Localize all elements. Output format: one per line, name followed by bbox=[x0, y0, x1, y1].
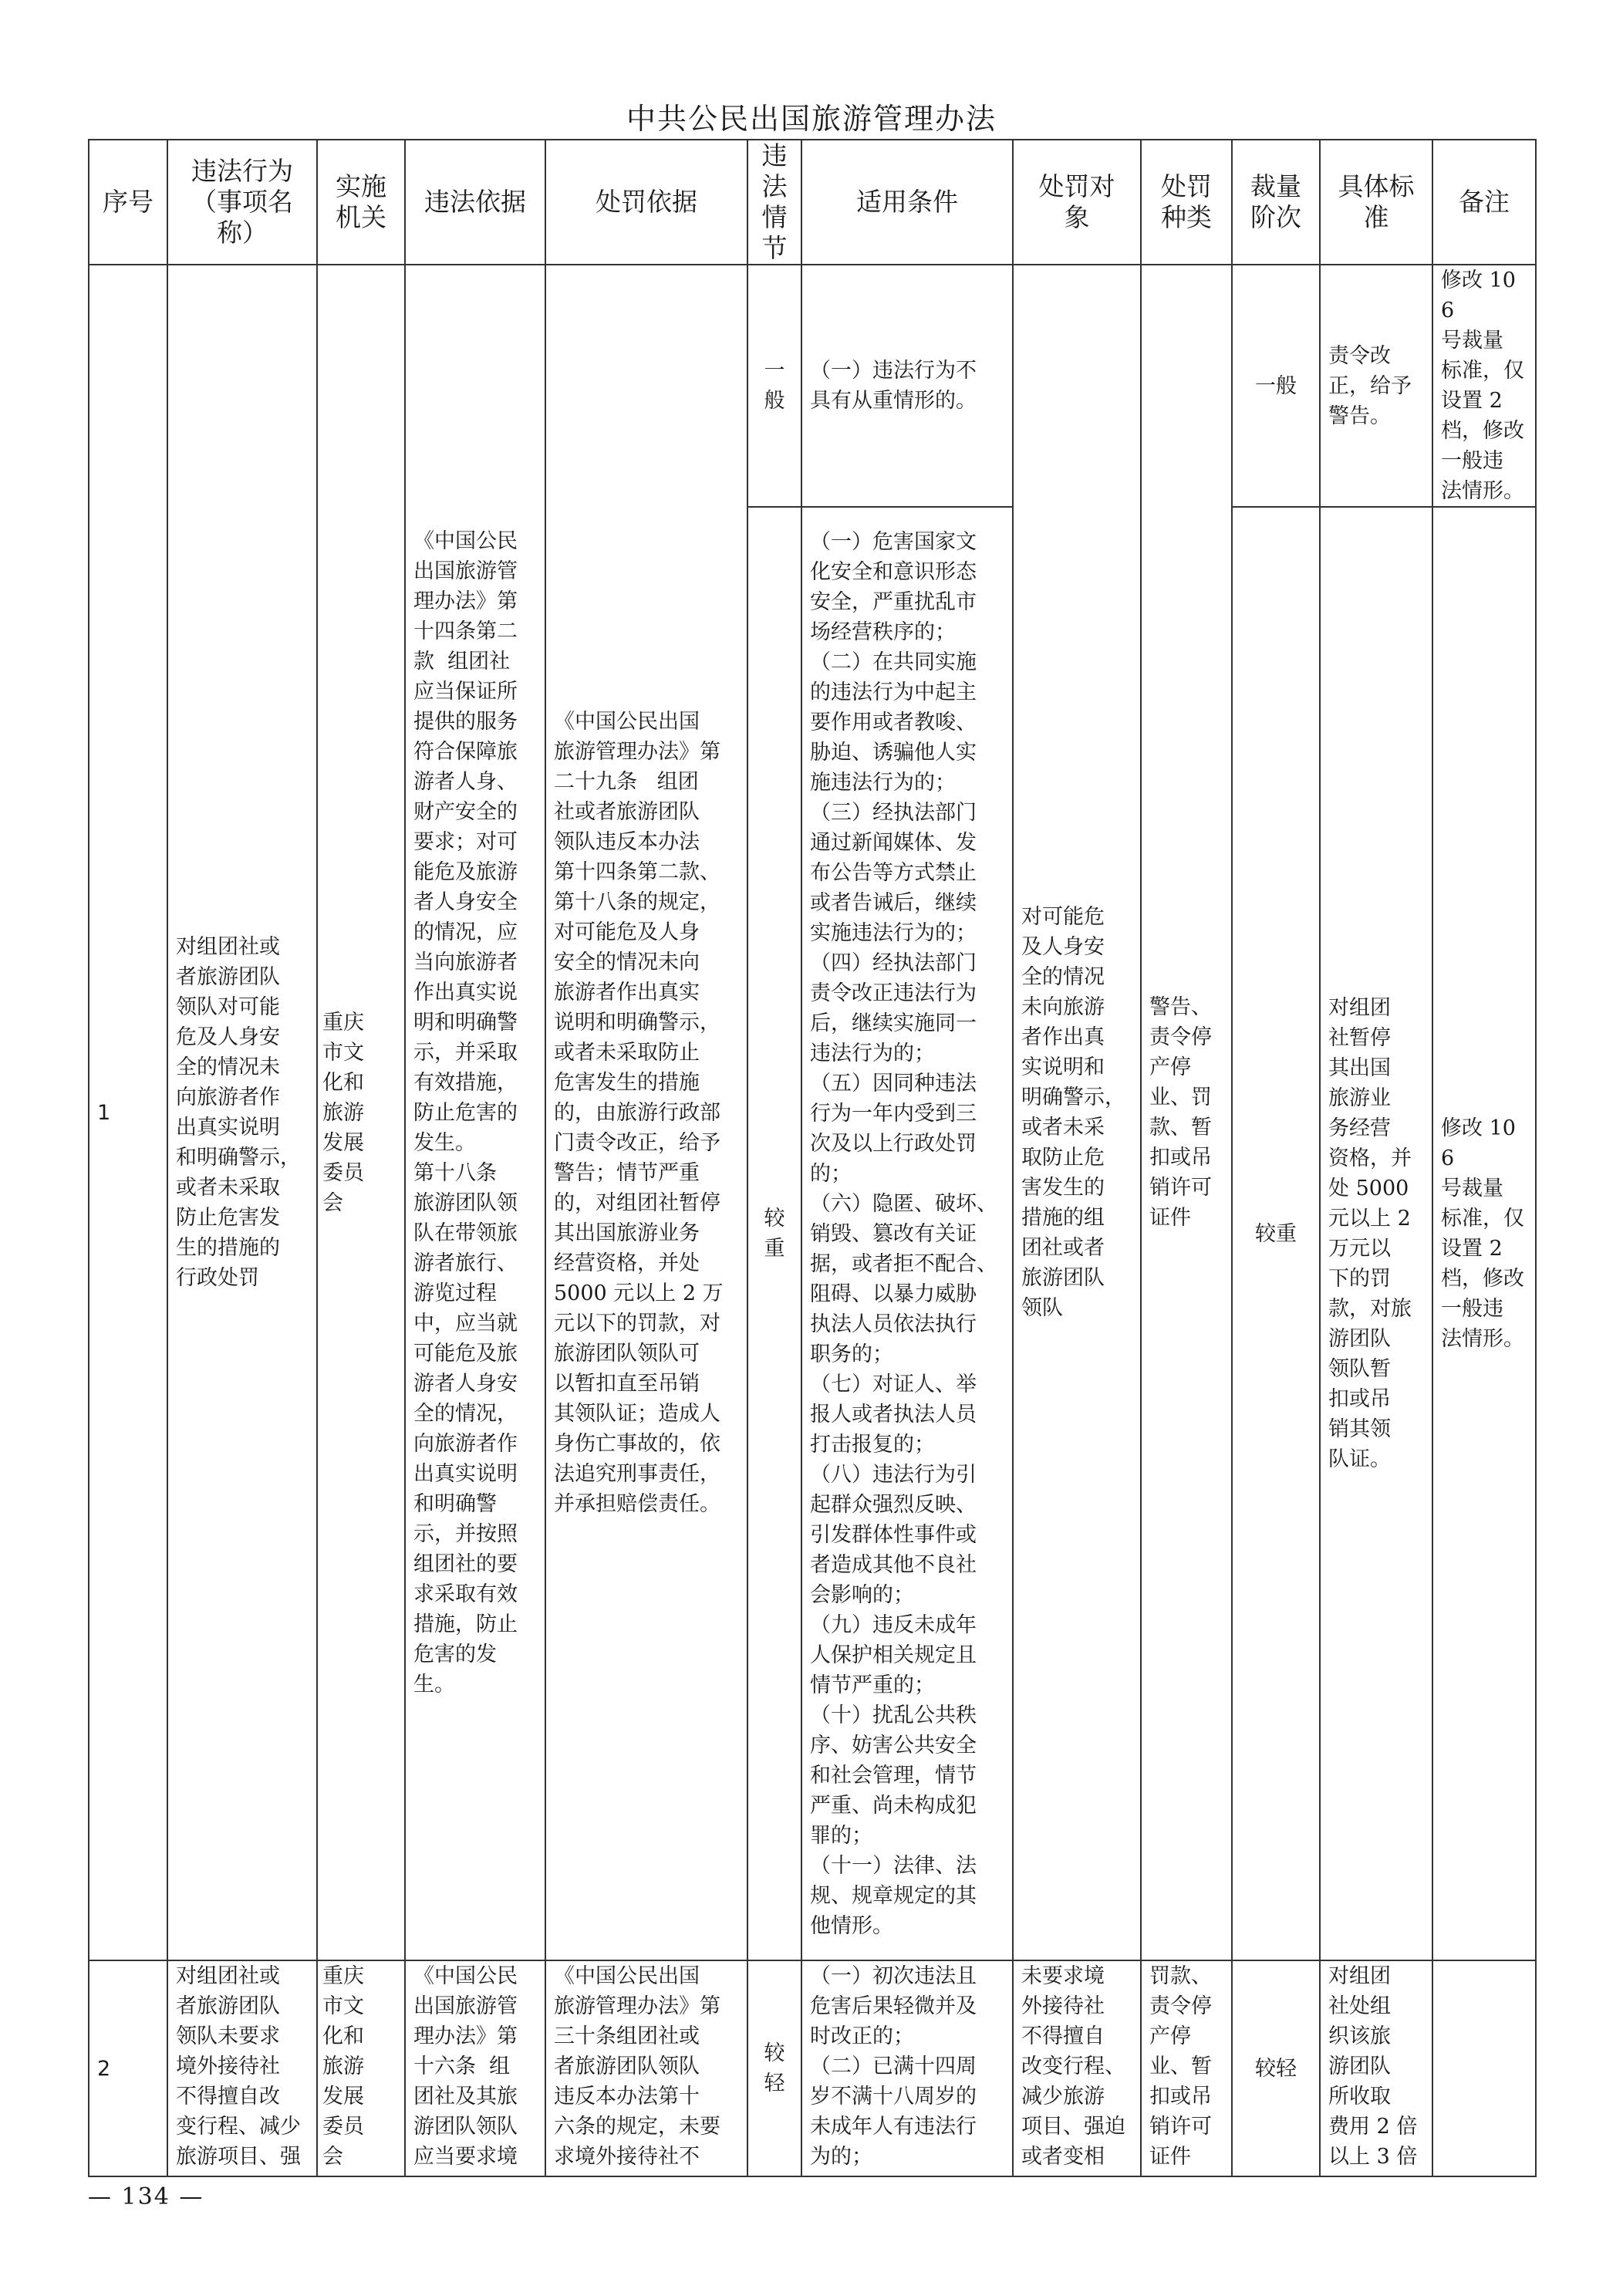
row1-penalty-target: 对可能危 及人身安 全的情况 未向旅游 者作出真 实说明和 明确警示， 或者未采 取防止危 害发生的 措施的组 团社或者 旅游团队 领队 bbox=[1013, 265, 1141, 1960]
row1-serious-conditions: （一）危害国家文 化安全和意识形态 安全，严重扰乱市 场经营秩序的； （二）在共同实施 的违法行为中起主 要作用或者教唆、 胁迫、诱骗他人实 施违法行为的； （三）经执法部门 通过新闻媒体、发 布公告等方式禁止 或者告诫后，继续 实施违法行为的； （四）经执法部门 责令改正违法行为 后，继续实施同一 违法行为的； （五）因同种违法 行为一年内受到三 次及以上行政处罚 的； （六）隐匿、破坏、 销毁、篡改有关证 据，或者拒不配合、 阻碍、以暴力威胁 执法人员依法执行 职务的； （七）对证人、举 报人或者执法人员 打击报复的； （八）违法行为引 起群众强烈反映、 引发群体性事件或 者造成其他不良社 会影响的； （九）违反未成年 人保护相关规定且 情节严重的； （十）扰乱公共秩 序、妨害公共安全 和社会管理，情节 严重、尚未构成犯 罪的； （十一）法律、法 规、规章规定的其 他情形。 bbox=[801, 507, 1013, 1960]
row2-violation-behavior: 对组团社或 者旅游团队 领队未要求 境外接待社 不得擅自改 变行程、减少 旅游项目、强 bbox=[167, 1960, 317, 2176]
row2-agency: 重庆 市文 化和 旅游 发展 委员 会 bbox=[317, 1960, 405, 2176]
row2-conditions: （一）初次违法且 危害后果轻微并及 时改正的； （二）已满十四周 岁不满十八周岁的 未成年人有违法行 为的； bbox=[801, 1960, 1013, 2176]
row1-agency: 重庆 市文 化和 旅游 发展 委员 会 bbox=[317, 265, 405, 1960]
header-remark: 备注 bbox=[1432, 140, 1536, 265]
row2-penalty-target: 未要求境 外接待社 不得擅自 改变行程、 减少旅游 项目、强迫 或者变相 bbox=[1013, 1960, 1141, 2176]
row1-general-standard: 责令改 正，给予 警告。 bbox=[1320, 265, 1432, 507]
row1-serious-level: 较重 bbox=[1232, 507, 1320, 1960]
row1-violation-basis: 《中国公民 出国旅游管 理办法》第 十四条第二 款 组团社 应当保证所 提供的服务 符合保障旅 游者人身、 财产安全的 要求；对可 能危及旅游 者人身安全 的情况，应 当向旅游者 作出真实说 明和明确警 示，并采取 有效措施， 防止危害的 发生。 第十八条 旅游团队领 队在带领旅 游者旅行、 游览过程 中，应当就 可能危及旅 游者人身安 全的情况， 向旅游者作 出真实说明 和明确警 示，并按照 组团社的要 求采取有效 措施，防止 危害的发 生。 bbox=[405, 265, 545, 1960]
row1-penalty-type: 警告、 责令停 产停 业、罚 款、暂 扣或吊 销许可 证件 bbox=[1141, 265, 1232, 1960]
regulation-table bbox=[88, 139, 1537, 2177]
header-specific-standard: 具体标 准 bbox=[1320, 140, 1432, 265]
row2-serial-number: 2 bbox=[89, 1960, 167, 2176]
row2-specific-standard: 对组团 社处组 织该旅 游团队 所收取 费用 2 倍 以上 3 倍 bbox=[1320, 1960, 1432, 2176]
row2-violation-basis: 《中国公民 出国旅游管 理办法》第 十六条 组 团社及其旅 游团队领队 应当要求境 bbox=[405, 1960, 545, 2176]
row1-serial-number: 1 bbox=[89, 265, 167, 1960]
row1-serious-severity: 较 重 bbox=[747, 507, 801, 1960]
header-conditions: 适用条件 bbox=[801, 140, 1013, 265]
header-agency: 实施 机关 bbox=[317, 140, 405, 265]
row1-violation-behavior: 对组团社或 者旅游团队 领队对可能 危及人身安 全的情况未 向旅游者作 出真实说明 和明确警示， 或者未采取 防止危害发 生的措施的 行政处罚 bbox=[167, 265, 317, 1960]
header-violation-basis: 违法依据 bbox=[405, 140, 545, 265]
row1-general-severity: 一 般 bbox=[747, 265, 801, 507]
row1-general-level: 一般 bbox=[1232, 265, 1320, 507]
header-penalty-type: 处罚 种类 bbox=[1141, 140, 1232, 265]
row2-penalty-type: 罚款、 责令停 产停 业、暂 扣或吊 销许可 证件 bbox=[1141, 1960, 1232, 2176]
table-header-row bbox=[89, 140, 1536, 265]
header-penalty-basis: 处罚依据 bbox=[545, 140, 747, 265]
row2-penalty-basis: 《中国公民出国 旅游管理办法》第 三十条组团社或 者旅游团队领队 违反本办法第十 六条的规定，未要 求境外接待社不 bbox=[545, 1960, 747, 2176]
page-number: — 134 — bbox=[88, 2183, 204, 2210]
header-violation-behavior: 违法行为 （事项名 称） bbox=[167, 140, 317, 265]
row2-remark bbox=[1432, 1960, 1536, 2176]
header-discretion-level: 裁量 阶次 bbox=[1232, 140, 1320, 265]
row1-general-remark: 修改 106 号裁量 标准，仅 设置 2 档，修改 一般违 法情形。 bbox=[1432, 265, 1536, 507]
table-row bbox=[89, 1960, 1536, 2176]
header-penalty-target: 处罚对 象 bbox=[1013, 140, 1141, 265]
row1-general-conditions: （一）违法行为不 具有从重情形的。 bbox=[801, 265, 1013, 507]
header-severity: 违 法 情 节 bbox=[747, 140, 801, 265]
row2-severity: 较 轻 bbox=[747, 1960, 801, 2176]
document-title: 中共公民出国旅游管理办法 bbox=[626, 102, 997, 136]
row1-penalty-basis: 《中国公民出国 旅游管理办法》第 二十九条 组团 社或者旅游团队 领队违反本办法 第十四条第二款、 第十八条的规定， 对可能危及人身 安全的情况未向 旅游者作出真实 说明和明确警示， 或者未采取防止 危害发生的措施 的，由旅游行政部 门责令改正，给予 警告；情节严重 的，对组团社暂停 其出国旅游业务 经营资格，并处 5000 元以上 2 万 元以下的罚款，对 旅游团队领队可 以暂扣直至吊销 其领队证；造成人 身伤亡事故的，依 法追究刑事责任， 并承担赔偿责任。 bbox=[545, 265, 747, 1960]
row1-serious-standard: 对组团 社暂停 其出国 旅游业 务经营 资格，并 处 5000 元以上 2 万元以 下的罚 款，对旅 游团队 领队暂 扣或吊 销其领 队证。 bbox=[1320, 507, 1432, 1960]
row1-serious-remark: 修改 106 号裁量 标准，仅 设置 2 档，修改 一般违 法情形。 bbox=[1432, 507, 1536, 1960]
header-serial-number: 序号 bbox=[89, 140, 167, 265]
table-row bbox=[89, 265, 1536, 507]
row2-level: 较轻 bbox=[1232, 1960, 1320, 2176]
